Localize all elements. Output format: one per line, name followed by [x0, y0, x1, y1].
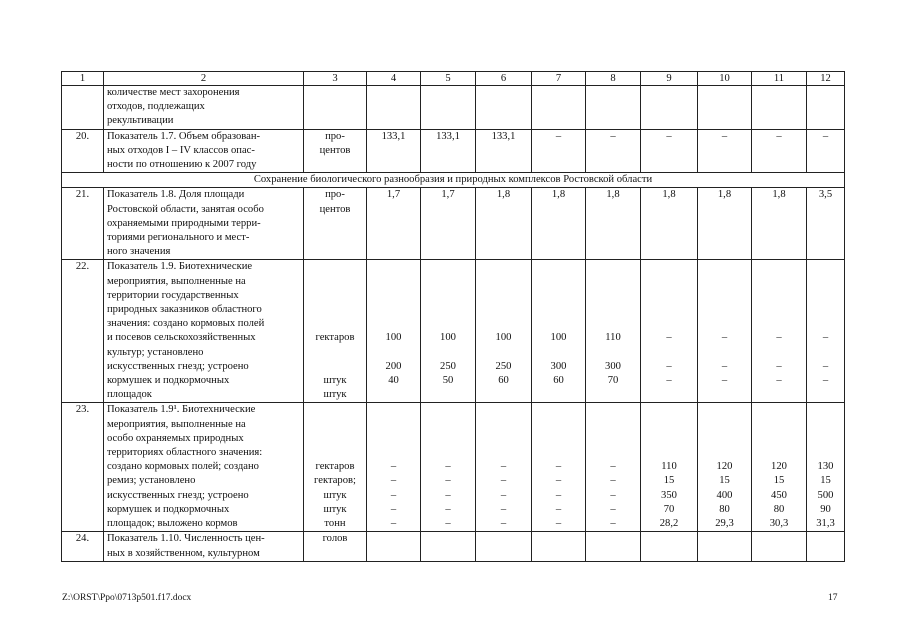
value-cell: – — [641, 129, 698, 173]
value-cell — [698, 86, 752, 130]
value-cell: 130 15 500 90 31,3 — [807, 403, 845, 532]
value-cell — [532, 86, 586, 130]
column-number-cell: 5 — [421, 72, 476, 86]
indicator-label: Показатель 1.9¹. Биотехнические мероприятия, выполненные на особо охраняемых природных территориях областного значения: создано кормовых полей; создано ремиз; установлено искусственных гнезд; устроено кормушек и подкормочных площадок; выложено кормов — [104, 403, 304, 532]
value-cell — [367, 532, 421, 561]
table-row — [62, 129, 845, 173]
value-cell — [586, 86, 641, 130]
value-cell — [752, 532, 807, 561]
indicator-label: Показатель 1.9. Биотехнические мероприятия, выполненные на территории государственных природных заказников областного значения: создано кормовых полей и посевов сельскохозяйственных культур; установлено искусственных гнезд; устроено кормушек и подкормочных площадок — [104, 260, 304, 403]
value-cell: 1,8 — [586, 188, 641, 260]
value-cell: – – – — [698, 260, 752, 403]
column-number-cell: 12 — [807, 72, 845, 86]
value-cell — [641, 532, 698, 561]
footer-file-path: Z:\ORST\Ppo\0713p501.f17.docx — [62, 593, 192, 603]
unit-cell: про- центов — [304, 188, 367, 260]
value-cell — [421, 86, 476, 130]
value-cell: – – – – – — [586, 403, 641, 532]
row-number: 23. — [62, 403, 104, 532]
value-cell: 1,7 — [421, 188, 476, 260]
page-number: 17 — [828, 593, 838, 603]
value-cell — [586, 532, 641, 561]
value-cell: – – – – – — [532, 403, 586, 532]
row-number: 20. — [62, 129, 104, 173]
value-cell: – — [807, 129, 845, 173]
value-cell: – – – — [752, 260, 807, 403]
value-cell: 100 250 60 — [476, 260, 532, 403]
value-cell — [641, 86, 698, 130]
value-cell: – — [698, 129, 752, 173]
unit-cell: гектаров штук штук — [304, 260, 367, 403]
column-number-cell: 10 — [698, 72, 752, 86]
value-cell: 1,7 — [367, 188, 421, 260]
value-cell: 1,8 — [641, 188, 698, 260]
value-cell: – – – — [641, 260, 698, 403]
column-number-cell: 7 — [532, 72, 586, 86]
column-number-cell: 8 — [586, 72, 641, 86]
value-cell: 1,8 — [698, 188, 752, 260]
value-cell: – – – – – — [476, 403, 532, 532]
value-cell: – – – – – — [367, 403, 421, 532]
column-number-cell: 9 — [641, 72, 698, 86]
column-number-row — [62, 72, 845, 86]
value-cell — [367, 86, 421, 130]
value-cell — [698, 532, 752, 561]
section-heading-row — [62, 173, 845, 188]
unit-cell — [304, 86, 367, 130]
unit-cell: про- центов — [304, 129, 367, 173]
value-cell: 133,1 — [421, 129, 476, 173]
value-cell: 110 15 350 70 28,2 — [641, 403, 698, 532]
value-cell — [807, 86, 845, 130]
value-cell: – – – — [807, 260, 845, 403]
row-number — [62, 86, 104, 130]
value-cell: 1,8 — [752, 188, 807, 260]
column-number-cell: 4 — [367, 72, 421, 86]
value-cell: – — [532, 129, 586, 173]
table-row — [62, 403, 845, 532]
row-number: 21. — [62, 188, 104, 260]
value-cell — [476, 86, 532, 130]
section-heading: Сохранение биологического разнообразия и природных комплексов Ростовской области — [62, 173, 845, 188]
column-number-cell: 11 — [752, 72, 807, 86]
value-cell: 100 250 50 — [421, 260, 476, 403]
value-cell — [807, 532, 845, 561]
column-number-cell: 6 — [476, 72, 532, 86]
value-cell: 120 15 450 80 30,3 — [752, 403, 807, 532]
indicator-label: количестве мест захоронения отходов, подлежащих рекультивации — [104, 86, 304, 130]
value-cell: 133,1 — [367, 129, 421, 173]
value-cell: – – – – – — [421, 403, 476, 532]
column-number-cell: 2 — [104, 72, 304, 86]
value-cell: – — [752, 129, 807, 173]
table-row — [62, 260, 845, 403]
table-row — [62, 86, 845, 130]
value-cell: 110 300 70 — [586, 260, 641, 403]
value-cell: 100 300 60 — [532, 260, 586, 403]
table-row — [62, 188, 845, 260]
table-row — [62, 532, 845, 561]
value-cell: 1,8 — [532, 188, 586, 260]
unit-cell: голов — [304, 532, 367, 561]
row-number: 24. — [62, 532, 104, 561]
indicator-label: Показатель 1.8. Доля площади Ростовской области, занятая особо охраняемыми природными терри- ториями регионального и мест- ного значения — [104, 188, 304, 260]
value-cell — [476, 532, 532, 561]
column-number-cell: 1 — [62, 72, 104, 86]
row-number: 22. — [62, 260, 104, 403]
value-cell — [752, 86, 807, 130]
value-cell: – — [586, 129, 641, 173]
column-number-cell: 3 — [304, 72, 367, 86]
unit-cell: гектаров гектаров; штук штук тонн — [304, 403, 367, 532]
value-cell — [421, 532, 476, 561]
indicator-label: Показатель 1.10. Численность цен- ных в хозяйственном, культурном — [104, 532, 304, 561]
indicator-label: Показатель 1.7. Объем образован- ных отходов I – IV классов опас- ности по отношению к 2007 году — [104, 129, 304, 173]
value-cell: 133,1 — [476, 129, 532, 173]
value-cell: 3,5 — [807, 188, 845, 260]
indicators-table — [61, 71, 845, 562]
value-cell — [532, 532, 586, 561]
value-cell: 100 200 40 — [367, 260, 421, 403]
value-cell: 1,8 — [476, 188, 532, 260]
value-cell: 120 15 400 80 29,3 — [698, 403, 752, 532]
